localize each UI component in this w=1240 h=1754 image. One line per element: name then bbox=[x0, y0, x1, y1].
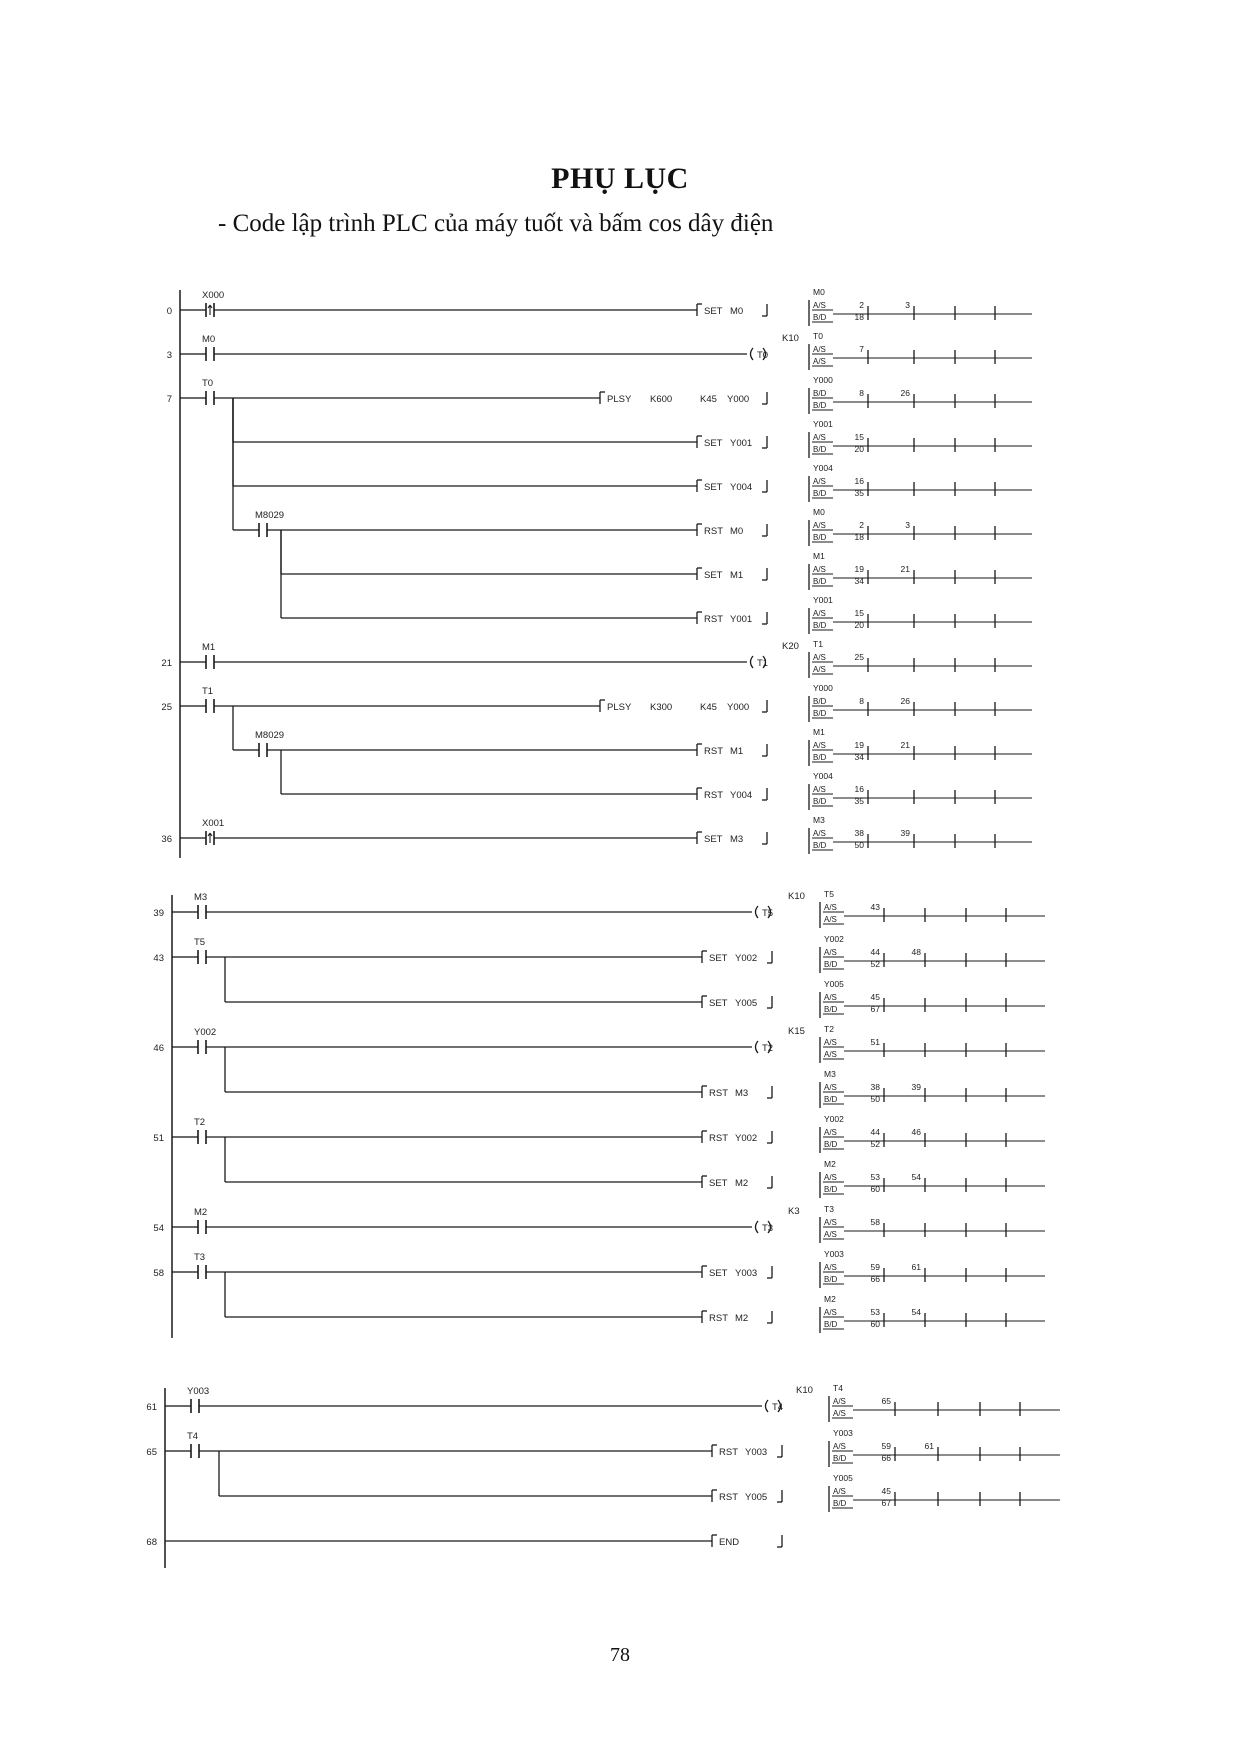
rung-3-coil-constant: K10 bbox=[782, 333, 799, 344]
rung-36-instruction: SET bbox=[704, 834, 723, 845]
rung-51-xref-label: B/D bbox=[824, 1140, 838, 1149]
rung-65-branch-0-arg-1: Y005 bbox=[745, 1492, 768, 1503]
rung-25-branch-0-xref-ref: 34 bbox=[854, 752, 864, 762]
rung-43-branch-0-arg-1: Y005 bbox=[735, 998, 758, 1009]
rung-25-branch-0-xref-ref: 21 bbox=[900, 740, 910, 750]
rung-7-branch-0-xref-ref: 15 bbox=[854, 432, 864, 442]
rung-21-xref-label: A/S bbox=[813, 653, 826, 662]
rung-7-branch-2-xref-label: B/D bbox=[813, 533, 827, 542]
rung-46-branch-0-xref-device: M3 bbox=[824, 1069, 836, 1079]
rung-46-xref-ref: 51 bbox=[870, 1037, 880, 1047]
rung-51-xref-label: A/S bbox=[824, 1128, 837, 1137]
rung-0-xref-ref: 3 bbox=[905, 300, 910, 310]
rung-51-instruction: RST bbox=[709, 1133, 728, 1144]
rung-36-xref-ref: 39 bbox=[900, 828, 910, 838]
rung-7-branch-2-xref-device: M0 bbox=[813, 507, 825, 517]
rung-58-xref-label: B/D bbox=[824, 1275, 838, 1284]
rung-0-step-number: 0 bbox=[166, 306, 172, 317]
rung-21-contact-label: M1 bbox=[202, 642, 216, 653]
rung-0-xref-label: B/D bbox=[813, 313, 827, 322]
rung-65-xref-ref: 66 bbox=[881, 1453, 891, 1463]
rung-43-branch-0-xref-ref: 45 bbox=[870, 992, 880, 1002]
rung-36-xref-ref: 50 bbox=[854, 840, 864, 850]
rung-65-xref-device: Y003 bbox=[833, 1428, 853, 1438]
rung-36-contact-label: X001 bbox=[202, 818, 225, 829]
rung-7-branch-2-arg-1: M0 bbox=[730, 526, 744, 537]
rung-65-arg-1: Y003 bbox=[745, 1447, 768, 1458]
rung-61-coil-constant: K10 bbox=[796, 1385, 813, 1396]
rung-39-xref-device: T5 bbox=[824, 889, 834, 899]
rung-58-branch-0-xref-label: A/S bbox=[824, 1308, 837, 1317]
rung-7-sub-branch-1-xref-label: B/D bbox=[813, 621, 827, 630]
rung-54-coil-left bbox=[756, 1221, 759, 1233]
rung-65-branch-0-xref-ref: 45 bbox=[881, 1486, 891, 1496]
rung-3-xref-label: A/S bbox=[813, 357, 826, 366]
rung-58-step-number: 58 bbox=[153, 1268, 164, 1279]
rung-61-coil-left bbox=[766, 1400, 769, 1412]
rung-58-branch-0-xref-ref: 53 bbox=[870, 1307, 880, 1317]
rung-7-sub-branch-1-instruction: RST bbox=[704, 614, 723, 625]
rung-43-xref-ref: 48 bbox=[911, 947, 921, 957]
rung-51-branch-0-xref-ref: 53 bbox=[870, 1172, 880, 1182]
rung-43-branch-0-xref-device: Y005 bbox=[824, 979, 844, 989]
rung-7-branch-1-xref-ref: 16 bbox=[854, 476, 864, 486]
rung-25-arg-2: K45 bbox=[700, 702, 717, 713]
rung-58-branch-0-xref-ref: 60 bbox=[870, 1319, 880, 1329]
rung-65-step-number: 65 bbox=[146, 1447, 157, 1458]
rung-7-branch-2-xref-ref: 2 bbox=[859, 520, 864, 530]
rung-0-xref-label: A/S bbox=[813, 301, 826, 310]
rung-65-branch-0-xref-label: A/S bbox=[833, 1487, 846, 1496]
rung-21-xref-ref: 25 bbox=[854, 652, 864, 662]
rung-46-xref-label: A/S bbox=[824, 1038, 837, 1047]
rung-7-sub-branch-0-xref-device: M1 bbox=[813, 551, 825, 561]
rung-7-branch-0-xref-ref: 20 bbox=[854, 444, 864, 454]
rung-7-xref-ref: 8 bbox=[859, 388, 864, 398]
rung-43-branch-0-instruction: SET bbox=[709, 998, 728, 1009]
rung-3-step-number: 3 bbox=[166, 350, 172, 361]
rung-65-branch-0-xref-ref: 67 bbox=[881, 1498, 891, 1508]
rung-39-xref-ref: 43 bbox=[870, 902, 880, 912]
rung-25-xref-label: B/D bbox=[813, 697, 827, 706]
rung-51-xref-ref: 52 bbox=[870, 1139, 880, 1149]
rung-7-sub-branch-0-instruction: SET bbox=[704, 570, 723, 581]
rung-51-branch-0-xref-device: M2 bbox=[824, 1159, 836, 1169]
rung-0-xref-ref: 18 bbox=[854, 312, 864, 322]
rung-25-xref-ref: 8 bbox=[859, 696, 864, 706]
rung-7-branch-1-instruction: SET bbox=[704, 482, 723, 493]
rung-58-branch-0-arg-1: M2 bbox=[735, 1313, 749, 1324]
rung-54-xref-ref: 58 bbox=[870, 1217, 880, 1227]
rung-51-branch-0-arg-1: M2 bbox=[735, 1178, 749, 1189]
rung-25-branch-0-instruction: RST bbox=[704, 746, 723, 757]
rung-68-instruction: END bbox=[719, 1537, 740, 1548]
rung-51-step-number: 51 bbox=[153, 1133, 164, 1144]
rung-58-xref-ref: 61 bbox=[911, 1262, 921, 1272]
rung-7-sub-branch-1-xref-label: A/S bbox=[813, 609, 826, 618]
page-number: 78 bbox=[610, 1644, 630, 1666]
rung-61-xref-label: A/S bbox=[833, 1397, 846, 1406]
rung-7-step-number: 7 bbox=[166, 394, 172, 405]
rung-25-arg-3: Y000 bbox=[727, 702, 750, 713]
rung-61-xref-label: A/S bbox=[833, 1409, 846, 1418]
rung-21-coil-device: T1 bbox=[757, 658, 769, 669]
rung-54-xref-label: A/S bbox=[824, 1230, 837, 1239]
rung-25-xref-label: B/D bbox=[813, 709, 827, 718]
rung-3-coil-left bbox=[751, 348, 754, 360]
rung-3-xref-device: T0 bbox=[813, 331, 823, 341]
rung-43-branch-0-xref-ref: 67 bbox=[870, 1004, 880, 1014]
rung-46-coil-constant: K15 bbox=[788, 1026, 805, 1037]
rung-65-xref-label: A/S bbox=[833, 1442, 846, 1451]
rung-3-coil-device: T0 bbox=[757, 350, 769, 361]
rung-65-instruction: RST bbox=[719, 1447, 738, 1458]
rung-54-xref-label: A/S bbox=[824, 1218, 837, 1227]
rung-7-branch-0-xref-label: B/D bbox=[813, 445, 827, 454]
rung-7-branch-0-arg-1: Y001 bbox=[730, 438, 753, 449]
rung-7-sub-branch-0-xref-ref: 19 bbox=[854, 564, 864, 574]
rung-25-sub-branch-0-xref-ref: 16 bbox=[854, 784, 864, 794]
rung-21-xref-device: T1 bbox=[813, 639, 823, 649]
rung-7-branch-0-instruction: SET bbox=[704, 438, 723, 449]
rung-65-xref-ref: 61 bbox=[924, 1441, 934, 1451]
rung-7-branch-2-xref-label: A/S bbox=[813, 521, 826, 530]
rung-7-branch-2-xref-ref: 18 bbox=[854, 532, 864, 542]
rung-58-contact-label: T3 bbox=[194, 1252, 206, 1263]
rung-39-coil-left bbox=[756, 906, 759, 918]
rung-36-xref-label: A/S bbox=[813, 829, 826, 838]
rung-36-xref-ref: 38 bbox=[854, 828, 864, 838]
rung-58-xref-ref: 66 bbox=[870, 1274, 880, 1284]
rung-25-branch-0-arg-1: M1 bbox=[730, 746, 744, 757]
rung-25-instruction: PLSY bbox=[607, 702, 632, 713]
rung-43-arg-1: Y002 bbox=[735, 953, 758, 964]
rung-43-contact-label: T5 bbox=[194, 937, 206, 948]
rung-0-xref-ref: 2 bbox=[859, 300, 864, 310]
rung-7-xref-device: Y000 bbox=[813, 375, 833, 385]
page-title: PHỤ LỤC bbox=[551, 162, 689, 195]
rung-25-sub-branch-0-xref-ref: 35 bbox=[854, 796, 864, 806]
rung-7-sub-branch-0-xref-label: B/D bbox=[813, 577, 827, 586]
rung-21-xref-label: A/S bbox=[813, 665, 826, 674]
rung-36-xref-device: M3 bbox=[813, 815, 825, 825]
rung-39-step-number: 39 bbox=[153, 908, 164, 919]
rung-25-branch-0-xref-ref: 19 bbox=[854, 740, 864, 750]
rung-43-instruction: SET bbox=[709, 953, 728, 964]
rung-68-step-number: 68 bbox=[146, 1537, 157, 1548]
rung-7-branch-0-xref-label: A/S bbox=[813, 433, 826, 442]
rung-51-branch-0-xref-label: A/S bbox=[824, 1173, 837, 1182]
rung-46-xref-label: A/S bbox=[824, 1050, 837, 1059]
rung-7-branch-2-xref-ref: 3 bbox=[905, 520, 910, 530]
rung-43-branch-0-xref-label: B/D bbox=[824, 1005, 838, 1014]
rung-61-step-number: 61 bbox=[146, 1402, 157, 1413]
rung-51-branch-0-xref-label: B/D bbox=[824, 1185, 838, 1194]
rung-7-instruction: PLSY bbox=[607, 394, 632, 405]
rung-7-xref-label: B/D bbox=[813, 401, 827, 410]
rung-39-coil-device: T5 bbox=[762, 908, 774, 919]
rung-61-coil-device: T4 bbox=[772, 1402, 784, 1413]
rung-65-contact-label: T4 bbox=[187, 1431, 199, 1442]
rung-46-branch-0-xref-ref: 50 bbox=[870, 1094, 880, 1104]
rung-54-coil-device: T3 bbox=[762, 1223, 774, 1234]
rung-65-xref-ref: 59 bbox=[881, 1441, 891, 1451]
rung-54-coil-constant: K3 bbox=[788, 1206, 800, 1217]
rung-7-sub-branch-1-xref-ref: 15 bbox=[854, 608, 864, 618]
rung-3-contact-label: M0 bbox=[202, 334, 216, 345]
rung-39-xref-label: A/S bbox=[824, 903, 837, 912]
rung-0-contact-label: X000 bbox=[202, 290, 225, 301]
rung-7-branch-0-xref-device: Y001 bbox=[813, 419, 833, 429]
rung-46-contact-label: Y002 bbox=[194, 1027, 217, 1038]
rung-46-coil-device: T2 bbox=[762, 1043, 774, 1054]
rung-25-contact-label: T1 bbox=[202, 686, 214, 697]
rung-51-branch-0-xref-ref: 60 bbox=[870, 1184, 880, 1194]
rung-7-sub-branch-0-arg-1: M1 bbox=[730, 570, 744, 581]
rung-7-branch-1-xref-device: Y004 bbox=[813, 463, 833, 473]
rung-39-xref-label: A/S bbox=[824, 915, 837, 924]
rung-43-xref-label: B/D bbox=[824, 960, 838, 969]
rung-21-coil-constant: K20 bbox=[782, 641, 799, 652]
rung-25-branch-contact-label: M8029 bbox=[255, 730, 285, 741]
rung-46-branch-0-xref-label: A/S bbox=[824, 1083, 837, 1092]
rung-7-arg-2: K45 bbox=[700, 394, 717, 405]
rung-7-sub-branch-1-xref-device: Y001 bbox=[813, 595, 833, 605]
rung-7-sub-branch-0-xref-label: A/S bbox=[813, 565, 826, 574]
rung-65-branch-0-xref-label: B/D bbox=[833, 1499, 847, 1508]
rung-43-xref-ref: 52 bbox=[870, 959, 880, 969]
rung-46-xref-device: T2 bbox=[824, 1024, 834, 1034]
rung-7-arg-1: K600 bbox=[650, 394, 673, 405]
rung-58-xref-ref: 59 bbox=[870, 1262, 880, 1272]
rung-7-arg-3: Y000 bbox=[727, 394, 750, 405]
rung-25-branch-0-xref-label: B/D bbox=[813, 753, 827, 762]
rung-25-sub-branch-0-xref-label: B/D bbox=[813, 797, 827, 806]
rung-39-coil-constant: K10 bbox=[788, 891, 805, 902]
rung-7-branch-contact-label: M8029 bbox=[255, 510, 285, 521]
rung-7-contact-label: T0 bbox=[202, 378, 214, 389]
rung-51-xref-ref: 46 bbox=[911, 1127, 921, 1137]
rung-51-branch-0-xref-ref: 54 bbox=[911, 1172, 921, 1182]
rung-51-branch-0-instruction: SET bbox=[709, 1178, 728, 1189]
rung-54-contact-label: M2 bbox=[194, 1207, 208, 1218]
rung-46-branch-0-xref-ref: 38 bbox=[870, 1082, 880, 1092]
rung-0-xref-device: M0 bbox=[813, 287, 825, 297]
rung-54-step-number: 54 bbox=[153, 1223, 164, 1234]
rung-21-step-number: 21 bbox=[161, 658, 172, 669]
rung-51-arg-1: Y002 bbox=[735, 1133, 758, 1144]
rung-51-contact-label: T2 bbox=[194, 1117, 206, 1128]
rung-58-arg-1: Y003 bbox=[735, 1268, 758, 1279]
rung-46-coil-left bbox=[756, 1041, 759, 1053]
rung-25-xref-device: Y000 bbox=[813, 683, 833, 693]
rung-58-branch-0-instruction: RST bbox=[709, 1313, 728, 1324]
rung-7-sub-branch-1-xref-ref: 20 bbox=[854, 620, 864, 630]
rung-25-sub-branch-0-xref-label: A/S bbox=[813, 785, 826, 794]
rung-0-arg-1: M0 bbox=[730, 306, 744, 317]
rung-3-xref-ref: 7 bbox=[859, 344, 864, 354]
rung-7-branch-1-arg-1: Y004 bbox=[730, 482, 753, 493]
rung-65-branch-0-instruction: RST bbox=[719, 1492, 738, 1503]
rung-43-step-number: 43 bbox=[153, 953, 164, 964]
rung-25-branch-0-xref-device: M1 bbox=[813, 727, 825, 737]
rung-7-xref-ref: 26 bbox=[900, 388, 910, 398]
rung-61-xref-ref: 65 bbox=[881, 1396, 891, 1406]
rung-7-sub-branch-0-xref-ref: 34 bbox=[854, 576, 864, 586]
rung-65-xref-label: B/D bbox=[833, 1454, 847, 1463]
rung-46-branch-0-instruction: RST bbox=[709, 1088, 728, 1099]
rung-21-coil-left bbox=[751, 656, 754, 668]
rung-36-arg-1: M3 bbox=[730, 834, 744, 845]
rung-61-contact-label: Y003 bbox=[187, 1386, 210, 1397]
rung-25-sub-branch-0-instruction: RST bbox=[704, 790, 723, 801]
rung-65-branch-0-xref-device: Y005 bbox=[833, 1473, 853, 1483]
rung-36-xref-label: B/D bbox=[813, 841, 827, 850]
rung-46-step-number: 46 bbox=[153, 1043, 164, 1054]
rung-51-xref-ref: 44 bbox=[870, 1127, 880, 1137]
rung-7-xref-label: B/D bbox=[813, 389, 827, 398]
rung-7-branch-1-xref-label: A/S bbox=[813, 477, 826, 486]
rung-25-sub-branch-0-xref-device: Y004 bbox=[813, 771, 833, 781]
rung-61-xref-device: T4 bbox=[833, 1383, 843, 1393]
rung-25-arg-1: K300 bbox=[650, 702, 673, 713]
rung-58-xref-label: A/S bbox=[824, 1263, 837, 1272]
rung-46-branch-0-arg-1: M3 bbox=[735, 1088, 749, 1099]
rung-58-branch-0-xref-device: M2 bbox=[824, 1294, 836, 1304]
rung-25-sub-branch-0-arg-1: Y004 bbox=[730, 790, 753, 801]
rung-0-instruction: SET bbox=[704, 306, 723, 317]
rung-46-branch-0-xref-ref: 39 bbox=[911, 1082, 921, 1092]
rung-43-xref-label: A/S bbox=[824, 948, 837, 957]
rung-7-branch-1-xref-label: B/D bbox=[813, 489, 827, 498]
rung-25-branch-0-xref-label: A/S bbox=[813, 741, 826, 750]
rung-58-branch-0-xref-label: B/D bbox=[824, 1320, 838, 1329]
rung-25-step-number: 25 bbox=[161, 702, 172, 713]
rung-7-branch-1-xref-ref: 35 bbox=[854, 488, 864, 498]
page-subtitle: - Code lập trình PLC của máy tuốt và bấm cos dây điện bbox=[218, 210, 774, 237]
rung-54-xref-device: T3 bbox=[824, 1204, 834, 1214]
rung-7-sub-branch-0-xref-ref: 21 bbox=[900, 564, 910, 574]
rung-3-xref-label: A/S bbox=[813, 345, 826, 354]
rung-43-xref-ref: 44 bbox=[870, 947, 880, 957]
rung-43-xref-device: Y002 bbox=[824, 934, 844, 944]
rung-51-xref-device: Y002 bbox=[824, 1114, 844, 1124]
rung-46-branch-0-xref-label: B/D bbox=[824, 1095, 838, 1104]
rung-58-instruction: SET bbox=[709, 1268, 728, 1279]
rung-43-branch-0-xref-label: A/S bbox=[824, 993, 837, 1002]
rung-7-branch-2-instruction: RST bbox=[704, 526, 723, 537]
rung-25-xref-ref: 26 bbox=[900, 696, 910, 706]
rung-36-step-number: 36 bbox=[161, 834, 172, 845]
rung-39-contact-label: M3 bbox=[194, 892, 208, 903]
rung-7-sub-branch-1-arg-1: Y001 bbox=[730, 614, 753, 625]
rung-58-branch-0-xref-ref: 54 bbox=[911, 1307, 921, 1317]
rung-58-xref-device: Y003 bbox=[824, 1249, 844, 1259]
